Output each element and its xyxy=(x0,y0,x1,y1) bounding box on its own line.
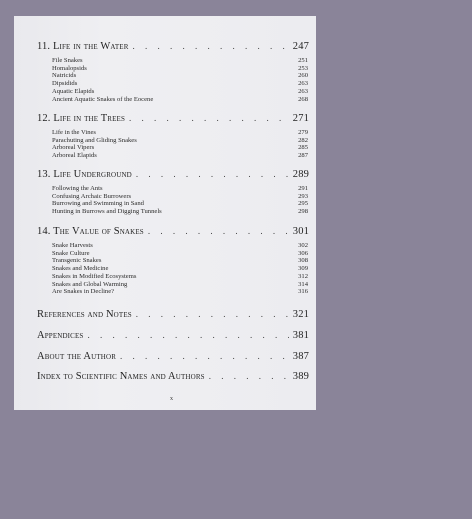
list-item xyxy=(52,65,309,73)
section-page: 314 xyxy=(298,280,308,288)
list-item xyxy=(52,265,309,273)
section-page: 282 xyxy=(298,136,308,144)
chapter-title: 12. Life in the Trees xyxy=(37,113,126,124)
section-title: Snake Harvests xyxy=(52,242,93,249)
list-item xyxy=(52,250,309,258)
section-title: Parachuting and Gliding Snakes xyxy=(52,136,137,144)
entry-title: About the Author xyxy=(37,351,117,362)
entry-page: 387 xyxy=(292,351,309,362)
toc-appendices xyxy=(37,330,309,341)
section-title: Arboreal Vipers xyxy=(52,144,95,152)
section-page: 285 xyxy=(298,144,308,152)
chapter-heading xyxy=(37,113,309,124)
back-matter-entry xyxy=(37,309,309,320)
dot-leader xyxy=(133,41,289,51)
chapter-page: 289 xyxy=(292,169,309,180)
dot-leader xyxy=(129,113,289,123)
section-page: 263 xyxy=(298,80,308,88)
section-page: 298 xyxy=(298,208,308,216)
section-title: Burrowing and Swimming in Sand xyxy=(52,200,144,208)
list-item xyxy=(52,257,309,265)
list-item xyxy=(52,273,309,281)
list-item xyxy=(52,57,309,65)
list-item xyxy=(52,88,309,96)
section-title: Aquatic Elapids xyxy=(52,87,95,95)
back-matter-entry xyxy=(37,371,309,382)
list-item xyxy=(52,80,309,88)
entry-title: Appendices xyxy=(37,330,84,341)
chapter-heading xyxy=(37,226,309,237)
back-matter-entry xyxy=(37,330,309,341)
section-title: Following the Ants xyxy=(52,185,103,192)
toc-chapter-13 xyxy=(37,169,309,216)
section-title: Confusing Archaic Burrowers xyxy=(52,192,132,200)
section-list xyxy=(37,242,309,296)
list-item xyxy=(52,208,309,216)
section-page: 291 xyxy=(298,185,308,192)
chapter-title: 13. Life Underground xyxy=(37,169,132,180)
entry-title: Index to Scientific Names and Authors xyxy=(37,371,205,382)
chapter-heading xyxy=(37,41,309,52)
section-title: Snakes in Modified Ecosystems xyxy=(52,272,137,280)
section-list xyxy=(37,185,309,216)
book-page xyxy=(14,16,316,410)
section-page: 295 xyxy=(298,200,308,208)
chapter-title: 11. Life in the Water xyxy=(37,41,129,52)
toc-chapter-14 xyxy=(37,226,309,296)
section-page: 302 xyxy=(298,242,308,249)
toc-about-author xyxy=(37,351,309,362)
section-title: Natricids xyxy=(52,72,77,80)
section-list xyxy=(37,129,309,160)
section-title: Hunting in Burrows and Digging Tunnels xyxy=(52,208,162,216)
section-page: 260 xyxy=(298,72,308,80)
section-page: 312 xyxy=(298,272,308,280)
toc-chapter-12 xyxy=(37,113,309,160)
entry-page: 381 xyxy=(292,330,309,341)
list-item xyxy=(52,152,309,160)
list-item xyxy=(52,200,309,208)
list-item xyxy=(52,72,309,80)
section-page: 293 xyxy=(298,192,308,200)
dot-leader xyxy=(136,309,289,319)
list-item xyxy=(52,96,309,104)
section-page: 279 xyxy=(298,129,308,136)
entry-page: 389 xyxy=(292,371,309,382)
dot-leader xyxy=(136,169,289,179)
dot-leader xyxy=(120,351,289,361)
list-item xyxy=(52,185,309,193)
chapter-title: 14. The Value of Snakes xyxy=(37,226,144,237)
dot-leader xyxy=(148,226,289,236)
section-list xyxy=(37,57,309,103)
section-page: 306 xyxy=(298,249,308,257)
chapter-heading xyxy=(37,169,309,180)
list-item xyxy=(52,129,309,137)
list-item xyxy=(52,193,309,201)
list-item xyxy=(52,144,309,152)
toc-references xyxy=(37,309,309,320)
section-title: Snake Culture xyxy=(52,249,90,257)
section-title: File Snakes xyxy=(52,57,83,64)
section-page: 251 xyxy=(298,57,308,64)
list-item xyxy=(52,288,309,296)
entry-page: 321 xyxy=(292,309,309,320)
dot-leader xyxy=(209,371,289,381)
list-item xyxy=(52,242,309,250)
section-title: Dipsidids xyxy=(52,80,78,88)
section-title: Life in the Vines xyxy=(52,129,96,136)
section-title: Snakes and Medicine xyxy=(52,265,109,273)
list-item xyxy=(52,281,309,289)
section-page: 268 xyxy=(298,95,308,103)
toc-index xyxy=(37,371,309,382)
section-page: 309 xyxy=(298,265,308,273)
dot-leader xyxy=(87,330,288,340)
section-title: Arboreal Elapids xyxy=(52,152,97,160)
section-title: Snakes and Global Warming xyxy=(52,280,128,288)
chapter-page: 271 xyxy=(292,113,309,124)
section-page: 316 xyxy=(298,288,308,296)
section-title: Transgenic Snakes xyxy=(52,257,102,265)
section-title: Homalopsids xyxy=(52,64,87,72)
page-folio: x xyxy=(170,396,173,402)
section-page: 263 xyxy=(298,87,308,95)
chapter-page: 247 xyxy=(292,41,309,52)
back-matter-entry xyxy=(37,351,309,362)
entry-title: References and Notes xyxy=(37,309,132,320)
list-item xyxy=(52,137,309,145)
toc-chapter-11 xyxy=(37,41,309,103)
section-title: Ancient Aquatic Snakes of the Eocene xyxy=(52,95,154,103)
section-page: 287 xyxy=(298,152,308,160)
chapter-page: 301 xyxy=(292,226,309,237)
section-title: Are Snakes in Decline? xyxy=(52,288,115,296)
section-page: 308 xyxy=(298,257,308,265)
section-page: 253 xyxy=(298,64,308,72)
